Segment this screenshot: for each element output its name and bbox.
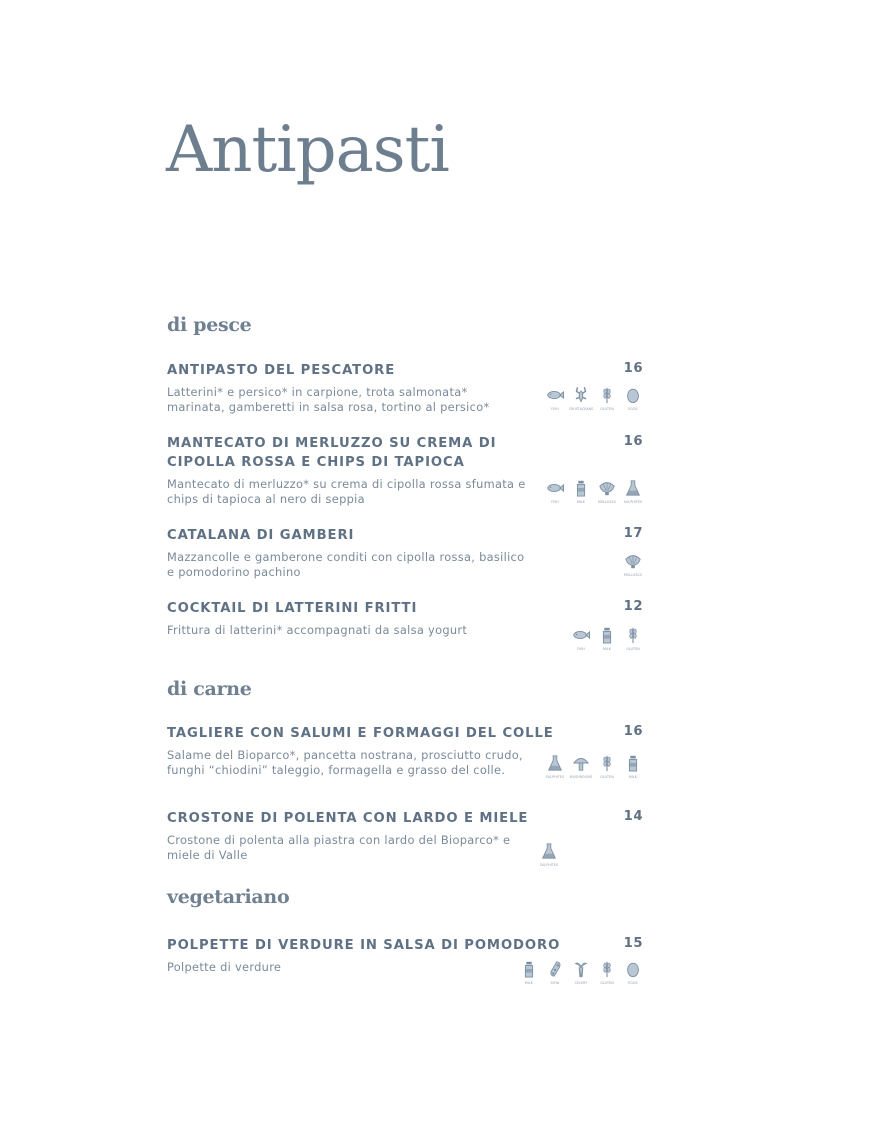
allergen-milk [597, 625, 617, 651]
allergen-milk [623, 753, 643, 779]
allergen-list [545, 385, 643, 411]
allergen-label: FISH [577, 647, 585, 651]
item-description: Crostone di polenta alla piastra con lardo del Bioparco* e miele di Valle [167, 833, 511, 862]
gluten-icon [598, 385, 616, 405]
allergen-mushroom [571, 753, 591, 779]
allergen-milk [519, 959, 539, 985]
allergen-milk [571, 478, 591, 504]
allergen-label: FISH [551, 407, 559, 411]
allergen-label: CRUSTACEANS [568, 407, 594, 411]
allergen-list [623, 551, 643, 577]
item-price: 16 [623, 361, 643, 376]
item-description: Salame del Bioparco*, pancetta nostrana, prosciutto crudo, funghi “chiodini” taleggio, formagella e grasso del colle. [167, 748, 523, 777]
allergen-list [519, 959, 643, 985]
menu-item [167, 526, 643, 580]
milk-icon [624, 753, 642, 773]
milk-icon [598, 625, 616, 645]
allergen-label: EGGS [628, 981, 638, 985]
allergen-fish [571, 625, 591, 651]
menu-item [167, 434, 643, 507]
allergen-fish [545, 385, 565, 411]
menu-item [167, 599, 643, 651]
item-description: Frittura di latterini* accompagnati da salsa yogurt [167, 623, 468, 637]
gluten-icon [624, 625, 642, 645]
allergen-label: CELERY [574, 981, 588, 985]
allergen-egg [623, 959, 643, 985]
allergen-list [571, 625, 643, 651]
fish-icon [572, 625, 590, 645]
allergen-label: SULPHITES [545, 775, 565, 779]
allergen-list [539, 841, 559, 867]
item-name: ANTIPASTO DEL PESCATORE [167, 363, 396, 378]
menu-item [167, 724, 643, 778]
allergen-soy [545, 959, 565, 985]
item-description: Latterini* e persico* in carpione, trota salmonata* marinata, gamberetti in salsa rosa, tortino al persico* [167, 385, 490, 414]
allergen-label: SOYA [550, 981, 560, 985]
allergen-list [545, 753, 643, 779]
item-description: Polpette di verdure [167, 960, 282, 974]
crustacean-icon [572, 385, 590, 405]
mollusc-icon [624, 551, 642, 571]
mushroom-icon [572, 753, 590, 773]
allergen-label: SULPHITES [539, 863, 559, 867]
celery-icon [572, 959, 590, 979]
allergen-crustacean [568, 385, 594, 411]
item-name: POLPETTE DI VERDURE IN SALSA DI POMODORO [167, 938, 561, 953]
fish-icon [546, 385, 564, 405]
menu-item [167, 361, 643, 415]
allergen-celery [571, 959, 591, 985]
item-price: 15 [623, 936, 643, 951]
soy-icon [546, 959, 564, 979]
allergen-fish [545, 478, 565, 504]
milk-icon [520, 959, 538, 979]
allergen-label: SULPHITES [623, 500, 643, 504]
menu-item [167, 936, 643, 985]
gluten-icon [598, 959, 616, 979]
allergen-label: GLUTEN [600, 981, 614, 985]
allergen-label: MOLLUSCS [597, 500, 617, 504]
item-description: Mantecato di merluzzo* su crema di cipolla rossa sfumata e chips di tapioca al nero di seppia [167, 477, 526, 506]
item-price: 17 [623, 526, 643, 541]
mollusc-icon [598, 478, 616, 498]
allergen-sulphite [545, 753, 565, 779]
allergen-gluten [623, 625, 643, 651]
item-name: CATALANA DI GAMBERI [167, 528, 355, 543]
item-name: COCKTAIL DI LATTERINI FRITTI [167, 601, 418, 616]
item-price: 16 [623, 724, 643, 739]
allergen-label: MILK [577, 500, 585, 504]
allergen-label: MILK [603, 647, 611, 651]
item-name: CROSTONE DI POLENTA CON LARDO E MIELE [167, 811, 529, 826]
allergen-label: GLUTEN [600, 775, 614, 779]
allergen-label: MILK [525, 981, 533, 985]
page-title: Antipasti [166, 113, 449, 187]
sulphite-icon [540, 841, 558, 861]
allergen-label: GLUTEN [626, 647, 640, 651]
item-description: Mazzancolle e gamberone conditi con cipolla rossa, basilico e pomodorino pachino [167, 550, 525, 579]
section-title-di-pesce: di pesce [167, 314, 252, 336]
item-price: 14 [623, 809, 643, 824]
allergen-sulphite [539, 841, 559, 867]
section-title-vegetariano: vegetariano [167, 886, 290, 908]
section-title-di-carne: di carne [167, 678, 252, 700]
allergen-label: EGGS [628, 407, 638, 411]
item-name: TAGLIERE CON SALUMI E FORMAGGI DEL COLLE [167, 726, 554, 741]
milk-icon [572, 478, 590, 498]
menu-item [167, 809, 643, 867]
allergen-label: MILK [629, 775, 637, 779]
allergen-mollusc [597, 478, 617, 504]
allergen-list [545, 478, 643, 504]
allergen-egg [623, 385, 643, 411]
item-price: 12 [623, 599, 643, 614]
allergen-label: GLUTEN [600, 407, 614, 411]
egg-icon [624, 959, 642, 979]
egg-icon [624, 385, 642, 405]
item-name: MANTECATO DI MERLUZZO SU CREMA DI CIPOLLA ROSSA E CHIPS DI TAPIOCA [167, 436, 497, 470]
allergen-mollusc [623, 551, 643, 577]
fish-icon [546, 478, 564, 498]
gluten-icon [598, 753, 616, 773]
allergen-label: MUSHROOMS [569, 775, 593, 779]
allergen-sulphite [623, 478, 643, 504]
allergen-gluten [597, 385, 617, 411]
allergen-label: MOLLUSCS [623, 573, 643, 577]
sulphite-icon [546, 753, 564, 773]
allergen-label: FISH [551, 500, 559, 504]
sulphite-icon [624, 478, 642, 498]
allergen-gluten [597, 959, 617, 985]
allergen-gluten [597, 753, 617, 779]
item-price: 16 [623, 434, 643, 449]
